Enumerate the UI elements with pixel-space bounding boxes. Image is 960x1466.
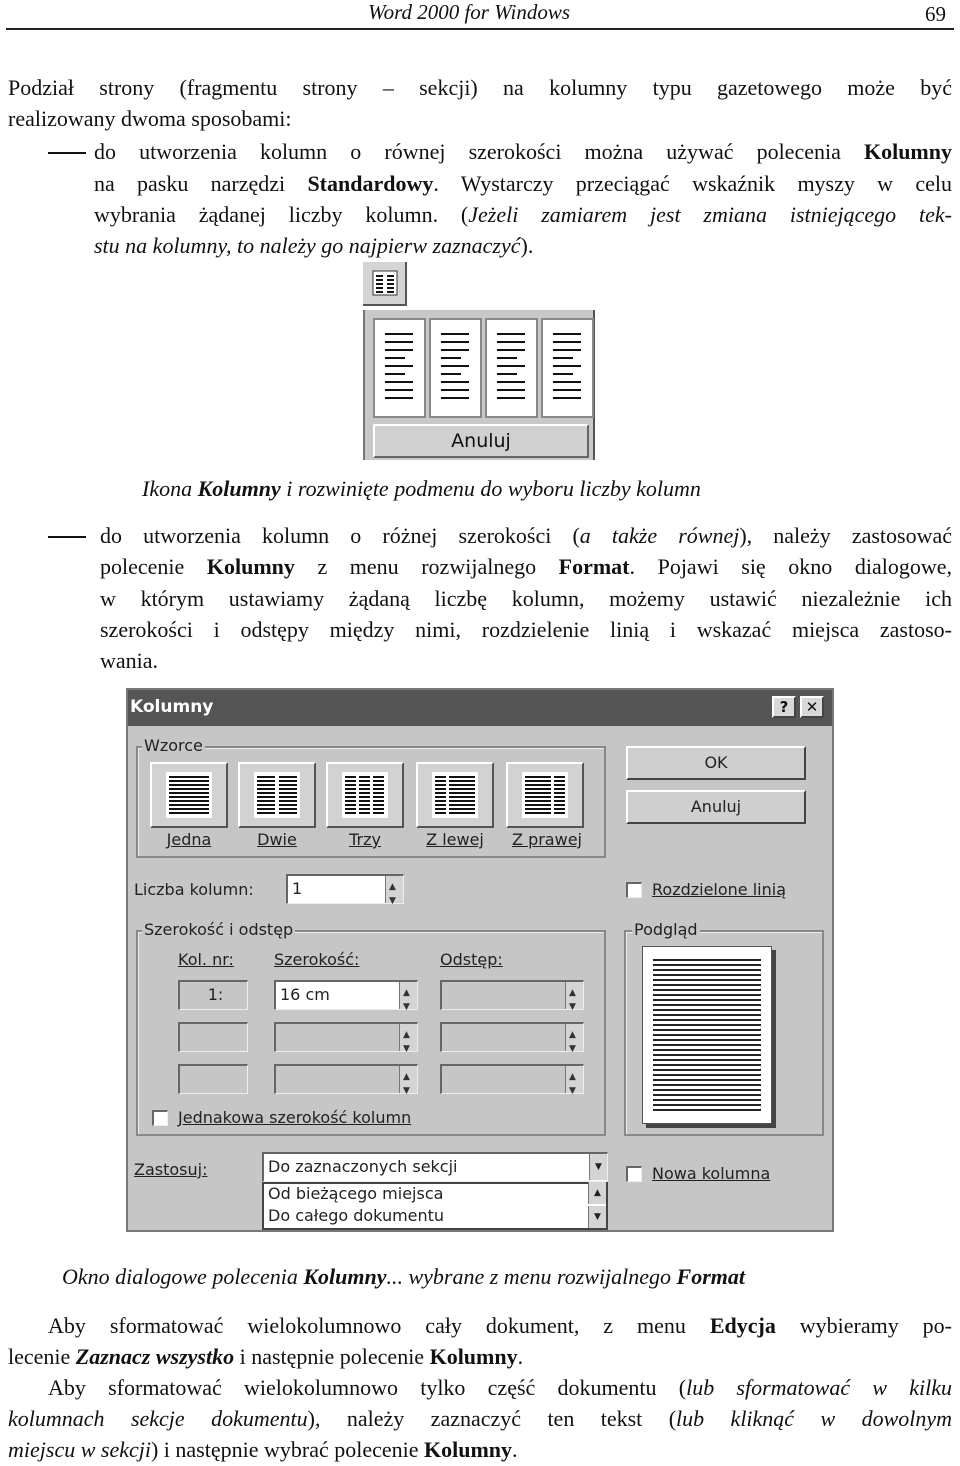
- preset-one-button[interactable]: [150, 762, 228, 828]
- column-choice-2[interactable]: [429, 318, 482, 418]
- col1-width-input[interactable]: 16 cm ▲ ▼: [274, 980, 418, 1010]
- ok-button[interactable]: OK: [626, 746, 806, 780]
- presets-group-label: Wzorce: [144, 736, 203, 755]
- dialog-title: Kolumny: [130, 697, 214, 717]
- column-choice-3[interactable]: [485, 318, 538, 418]
- item1-line4: stu na kolumny, to należy go najpierw zaznaczyć).: [94, 233, 534, 258]
- dropdown-cancel-button[interactable]: Anuluj: [373, 424, 589, 458]
- preview-group-label: Podgląd: [634, 920, 698, 939]
- col-no-label: Kol. nr:: [178, 950, 234, 969]
- num-columns-input[interactable]: 1 ▲ ▼: [286, 874, 404, 904]
- item2-line5: wania.: [100, 648, 159, 673]
- scroll-up-icon[interactable]: ▲: [588, 1182, 606, 1204]
- columns-toolbar-image: [363, 262, 595, 460]
- preset-one-label: Jedna: [166, 830, 212, 849]
- para1-line2: realizowany dwoma sposobami:: [8, 106, 292, 131]
- caption-dialog: Okno dialogowe polecenia Kolumny... wybrane z menu rozwijalnego Format: [62, 1264, 746, 1289]
- col3-spacing-input[interactable]: [440, 1064, 584, 1094]
- preset-two-button[interactable]: [238, 762, 316, 828]
- scroll-down-icon[interactable]: ▼: [588, 1206, 606, 1228]
- dialog-titlebar: [128, 690, 832, 726]
- line-between-label: Rozdzielone linią: [652, 880, 787, 899]
- item2-line1: do utworzenia kolumn o różnej szerokości (a także równej), należy zastosować: [100, 523, 952, 548]
- col2-width-input[interactable]: [274, 1022, 418, 1052]
- preview-page: [642, 946, 772, 1124]
- item2-line4: szerokości i odstępy między nimi, rozdzielenie linią i wskazać miejsca zastoso-: [100, 617, 952, 642]
- item2-line3: w którym ustawiamy żądaną liczbę kolumn, możemy ustawić niezależnie ich: [100, 586, 952, 611]
- cancel-button[interactable]: Anuluj: [626, 790, 806, 824]
- item1-line2: na pasku narzędzi Standardowy. Wystarczy przeciągać wskaźnik myszy w celu: [94, 171, 952, 196]
- para4-line1: Aby sformatować wielokolumnowo tylko część dokumentu (lub sformatować w kilku: [48, 1375, 952, 1400]
- col2-spacing-input[interactable]: [440, 1022, 584, 1052]
- col3-width-input[interactable]: [274, 1064, 418, 1094]
- preset-two-label: Dwie: [257, 830, 297, 849]
- new-column-label: Nowa kolumna: [652, 1164, 771, 1183]
- apply-option[interactable]: Do całego dokumentu: [268, 1206, 445, 1225]
- header-title: Word 2000 for Windows: [368, 0, 571, 24]
- caption-toolbar: Ikona Kolumny i rozwinięte podmenu do wyboru liczby kolumn: [142, 476, 701, 501]
- apply-dropdown[interactable]: Do zaznaczonych sekcji ▼: [262, 1152, 608, 1182]
- line-between-checkbox[interactable]: [626, 882, 642, 898]
- preset-three-button[interactable]: [326, 762, 404, 828]
- close-button[interactable]: ✕: [800, 696, 824, 718]
- column-choice-4[interactable]: [541, 318, 594, 418]
- apply-options-list: [262, 1182, 608, 1230]
- bullet-dash: [48, 152, 86, 154]
- num-columns-label: Liczba kolumn:: [134, 880, 254, 899]
- para3-line1: Aby sformatować wielokolumnowo cały dokument, z menu Edycja wybieramy po-: [48, 1313, 952, 1338]
- preset-right-button[interactable]: [506, 762, 584, 828]
- apply-label: Zastosuj:: [134, 1160, 208, 1179]
- columns-dropdown: [363, 310, 595, 460]
- equal-width-label: Jednakowa szerokość kolumn: [178, 1108, 412, 1127]
- help-button[interactable]: ?: [772, 696, 796, 718]
- num-columns-spinner[interactable]: [385, 876, 403, 903]
- width-label: Szerokość:: [274, 950, 360, 969]
- page-header: [6, 0, 954, 30]
- col2-number: [178, 1022, 248, 1052]
- equal-width-checkbox[interactable]: [152, 1110, 168, 1126]
- preset-left-button[interactable]: [416, 762, 494, 828]
- col1-number: 1:: [178, 980, 248, 1010]
- col3-number: [178, 1064, 248, 1094]
- width-spacing-group-label: Szerokość i odstęp: [144, 920, 294, 939]
- apply-option[interactable]: Od bieżącego miejsca: [268, 1184, 444, 1203]
- para1-line1: Podział strony (fragmentu strony – sekcji) na kolumny typu gazetowego może być: [8, 75, 952, 100]
- preset-left-label: Z lewej: [426, 830, 484, 849]
- columns-dialog: [126, 688, 834, 1232]
- item1-line3: wybrania żądanej liczby kolumn. (Jeżeli zamiarem jest zmiana istniejącego tek-: [94, 202, 952, 227]
- column-choice-1[interactable]: [373, 318, 426, 418]
- bullet-dash: [48, 536, 86, 538]
- preset-three-label: Trzy: [349, 830, 381, 849]
- para3-line2: lecenie Zaznacz wszystko i następnie polecenie Kolumny.: [8, 1344, 524, 1369]
- para4-line3: miejscu w sekcji) i następnie wybrać polecenie Kolumny.: [8, 1437, 518, 1462]
- columns-icon[interactable]: [363, 262, 407, 306]
- para4-line2: kolumnach sekcje dokumentu), należy zaznaczyć ten tekst (lub kliknąć w dowolnym: [8, 1406, 953, 1431]
- preset-right-label: Z prawej: [512, 830, 582, 849]
- chevron-down-icon[interactable]: ▼: [589, 1154, 607, 1180]
- item2-line2: polecenie Kolumny z menu rozwijalnego Format. Pojawi się okno dialogowe,: [100, 554, 952, 579]
- col1-spacing-input[interactable]: [440, 980, 584, 1010]
- spacing-label: Odstęp:: [440, 950, 503, 969]
- new-column-checkbox[interactable]: [626, 1166, 642, 1182]
- col1-width-spinner[interactable]: [399, 982, 417, 1009]
- page-number: 69: [925, 2, 946, 26]
- item1-line1: do utworzenia kolumn o równej szerokości można używać polecenia Kolumny: [94, 139, 952, 164]
